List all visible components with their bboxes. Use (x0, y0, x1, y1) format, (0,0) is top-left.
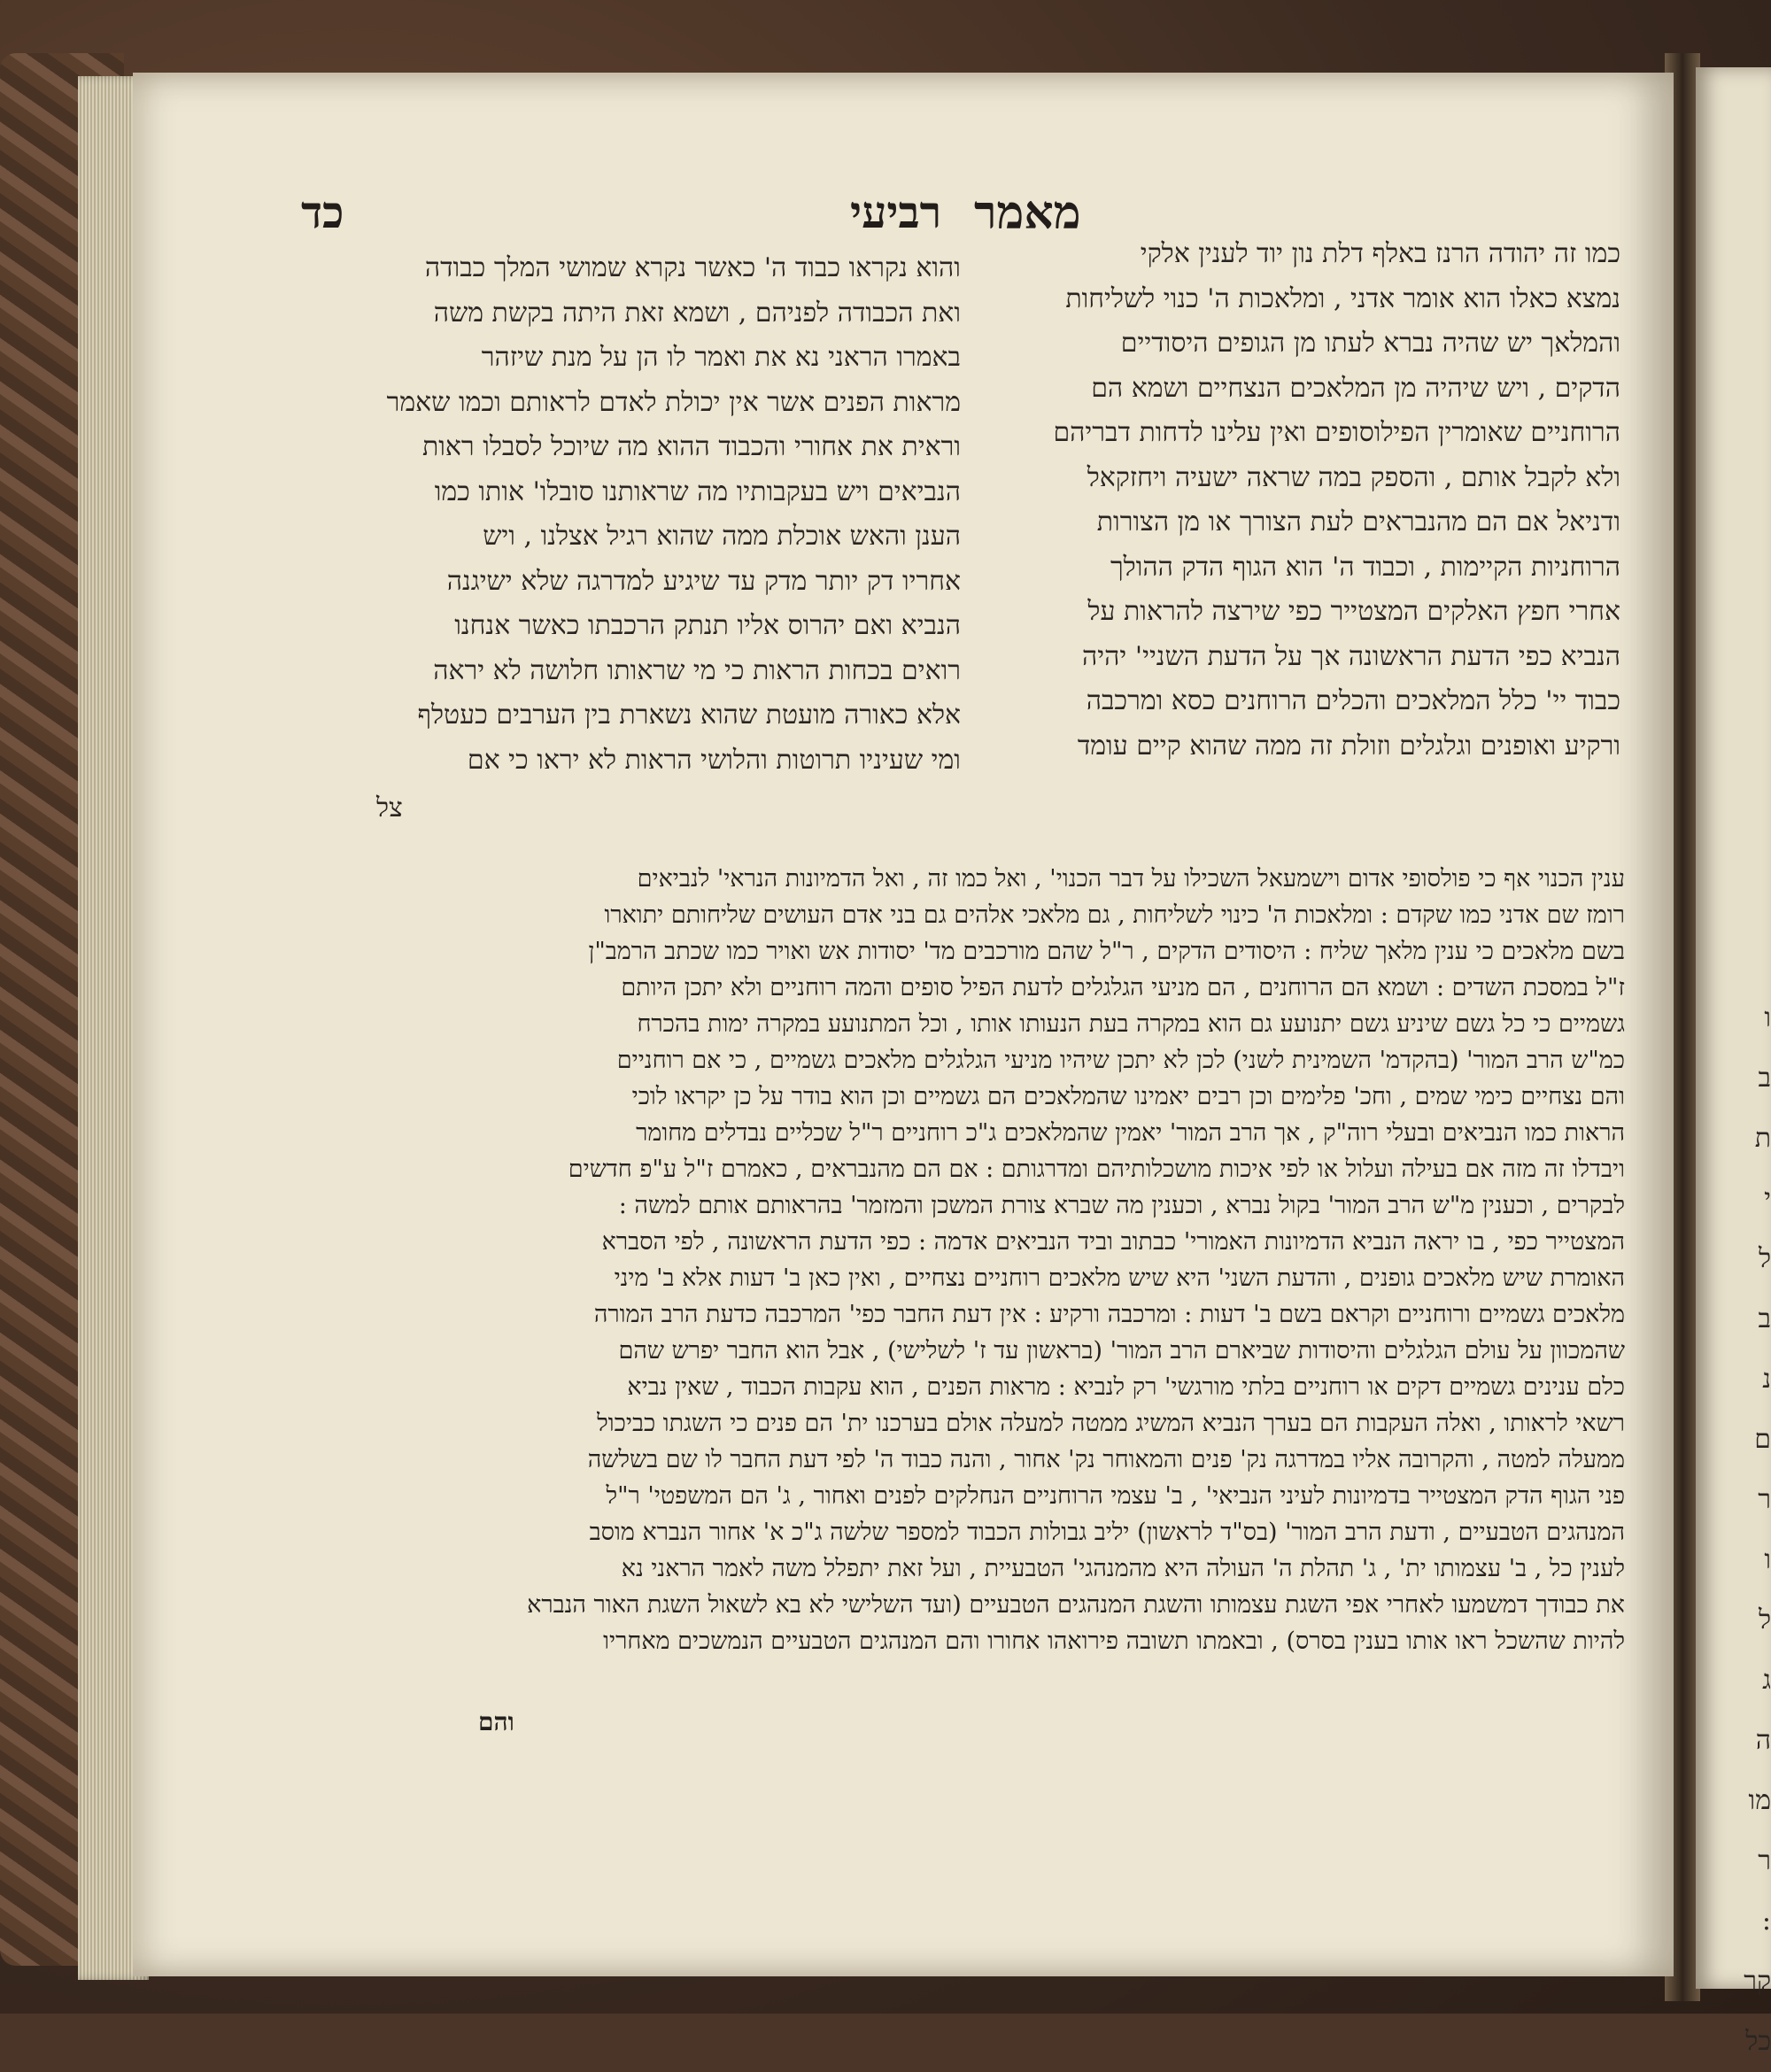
text-line: ודניאל אם הם מהנבראים לעת הצורך או מן הצורות (1096, 506, 1620, 537)
text-line: הענן והאש אוכלת ממה שהוא רגיל אצלנו , ויש (483, 521, 961, 552)
text-line: הנביא ואם יהרוס אליו תנתק הרכבתו כאשר אנחנו (454, 610, 961, 641)
commentary-line: שהמכוון על עולם הגלגלים והיסודות שביארם הרב המור' (בראשון עד ז' לשלישי) , אבל הוא החבר יפרש שהם (618, 1337, 1625, 1365)
commentary-line: כלם ענינים גשמיים דקים או רוחניים בלתי מורגשי' רק לנביא : מראות הפנים , הוא עקבות הכבוד , שאין נביא (627, 1373, 1625, 1401)
text-line: הנביאים ויש בעקבותיו מה שראותנו סובלו' אותו כמו (434, 475, 961, 507)
text-line: ואת הכבודה לפניהם , ושמא זאת היתה בקשת משה (433, 297, 961, 329)
text-line: הרוחניות הקיימות , וכבוד ה' הוא הגוף הדק ההולך (1110, 551, 1620, 583)
text-line: ומי שעיניו תרוטות והלושי הראות לא יראו כי אם (467, 744, 961, 776)
margin-fragment: ב (1758, 1303, 1771, 1334)
commentary-line: והם נצחיים כימי שמים , וחכ' פלימים וכן רבים יאמינו שהמלאכים הם גשמיים וכן הוא בודר על כן יקראו לוכי (631, 1083, 1625, 1110)
margin-fragment: ג (1762, 1665, 1771, 1696)
commentary-line: רשאי לראותו , ואלה העקבות הם בערך הנביא המשיג ממטה למעלה אולם בערכנו ית' הם פנים כי השגתו כביכול (597, 1410, 1625, 1437)
text-line: ולא לקבל אותם , והספק במה שראה ישעיה ויחזקאל (1087, 461, 1620, 493)
margin-fragment: : (1761, 1906, 1771, 1937)
margin-fragment: ת (1754, 1123, 1771, 1154)
margin-fragment: ר (1758, 1484, 1771, 1515)
text-line: ורקיע ואופנים וגלגלים וזולת זה ממה שהוא קיים עומד (1077, 730, 1620, 762)
margin-fragment: ו (1764, 1002, 1771, 1033)
margin-fragment: קר (1744, 1966, 1771, 1997)
commentary-line: גשמיים כי כל גשם שיניע גשם יתנועע גם הוא במקרה בעת הנעותו אותו , וכל המתנועע במקרה ימות בהכרח (637, 1010, 1625, 1038)
text-line: רואים בכחות הראות כי מי שראותו חלושה לא יראה (433, 654, 961, 686)
margin-fragment: ם (1754, 1424, 1771, 1455)
page-number: כד (301, 186, 344, 238)
margin-fragment: ל (1758, 1604, 1771, 1635)
text-line: באמרו הראני נא את ואמר לו הן על מנת שיזהר (481, 342, 961, 373)
running-title-part-2: רביעי (850, 186, 942, 238)
margin-fragment: ה (1755, 1725, 1771, 1756)
text-line: והוא נקראו כבוד ה' כאשר נקרא שמושי המלך כבודה (424, 252, 961, 283)
main-text-right-column (974, 232, 1620, 769)
text-line: וראית את אחורי והכבוד ההוא מה שיוכל לסבלו ראות (421, 431, 961, 462)
commentary-line: ז"ל במסכת השדים : ושמא הם הרוחנים , הם מניעי הגלגלים לדעת הפיל סופים והמה רוחניים ולא יתכן היותם (621, 974, 1625, 1001)
margin-fragment: מו (1748, 1785, 1771, 1816)
commentary-line: האומרת שיש מלאכים גופנים , והדעת השני' היא שיש מלאכים רוחניים נצחיים , ואין כאן ב' דעות אלא ב' מיני (614, 1264, 1625, 1292)
commentary-line: המצטייר כפי , בו יראה הנביא הדמיונות האמורי' כבתוב וביד הנביאים אדמה : כפי הדעת הראשונה , לפי הסברא (601, 1228, 1625, 1256)
margin-fragment: ר (1758, 1845, 1771, 1876)
text-line: הנביא כפי הדעת הראשונה אך על הדעת השניי' יהיה (1082, 640, 1620, 672)
commentary-line: לבקרים , וכענין מ"ש הרב המור' בקול נברא , וכענין מה שברא צורת המשכן והמזמר' בהראותם אותם למשה : (618, 1192, 1625, 1219)
commentary-line: ויבדלו זה מזה אם בעילה ועלול או לפי איכות מושכלותיהם ומדרגותם : אם הם מהנבראים , כאמרם ז"ל ע"פ חדשים (568, 1156, 1625, 1183)
margin-fragment: נ (1762, 1364, 1771, 1395)
commentary-line: הראות כמו הנביאים ובעלי רוה"ק , אך הרב המור' יאמין שהמלאכים ג"כ רוחניים ר"ל שכליים נבדלים מחומר (636, 1119, 1625, 1147)
commentary-line: ענין הכנוי אף כי פולסופי אדום וישמעאל השכילו על דבר הכנוי' , ואל כמו זה , ואל הדמיונות הנראי' לנביאים (637, 865, 1625, 893)
text-line: אלא כאורה מועטת שהוא נשארת בין הערבים כעטלף (417, 700, 961, 731)
column-catchword: צל (376, 792, 403, 823)
commentary-line: את כבודך דמשמעו לאחרי אפי השגת עצמותו והשגת המנהגים הטבעיים (ועד השלישי לא בא לשאול השגת האור הנברא (527, 1591, 1625, 1619)
commentary-line: לענין כל , ב' עצמותו ית' , ג' תהלת ה' העולה היא מהמנהגי' הטבעיית , ועל זאת יתפלל משה לאמר הראני נא (621, 1555, 1625, 1582)
commentary-line: כמ"ש הרב המור' (בהקדמ' השמינית לשני) לכן לא יתכן שיהיו מניעי הגלגלים מלאכים גשמיים , כי אם רוחניים (616, 1047, 1625, 1074)
commentary-line: פני הגוף הדק המצטייר בדמיונות לעיני הנביאי' , ב' עצמי הרוחניים הנחלקים לפנים ואחור , ג' הם המשפטי' ר"ל (606, 1482, 1625, 1510)
text-line: אחרי חפץ האלקים המצטייר כפי שירצה להראות על (1087, 596, 1620, 627)
main-text-left-column (305, 246, 961, 783)
commentary-line: רומז שם אדני כמו שקדם : ומלאכות ה' כינוי לשליחות , גם מלאכי אלהים גם בני אדם העושים שליחותם יתוארו (604, 901, 1625, 929)
commentary-line: מלאכים גשמיים ורוחניים וקראם בשם ב' דעות : ומרכבה ורקיע : אין דעת החבר כפי' המרכבה כדעת הרב המורה (593, 1301, 1625, 1328)
margin-fragment: כל (1745, 2026, 1771, 2057)
commentary-catchword: והם (478, 1707, 514, 1736)
text-line: אחריו דק יותר מדק עד שיגיע למדרגה שלא ישיגנה (446, 565, 961, 597)
text-line: והמלאך יש שהיה נברא לעתו מן הגופים היסודיים (1120, 328, 1620, 359)
text-line: כמו זה יהודה הרנז באלף דלת נון יוד לענין אלקי (1140, 238, 1620, 269)
commentary-line: המנהגים הטבעיים , ודעת הרב המור' (בס"ד לראשון) יליב גבולות הכבוד למספר שלשה ג"כ א' אחור הנברא מוסב (589, 1519, 1625, 1546)
margin-fragment: ב (1758, 1063, 1771, 1094)
facing-page-margin-text (1709, 988, 1771, 2072)
commentary-block (328, 861, 1625, 1659)
text-line: מראות הפנים אשר אין יכולת לאדם לראותם וכמו שאמר (386, 386, 961, 418)
margin-fragment: ו (1764, 1544, 1771, 1575)
facing-page-edge (1696, 67, 1771, 2057)
running-title-part-1: מאמר (974, 186, 1081, 240)
margin-fragment: ל (1758, 1243, 1771, 1274)
text-line: נמצא כאלו הוא אומר אדני , ומלאכות ה' כנוי לשליחות (1065, 282, 1620, 314)
text-line: הדקים , ויש שיהיה מן המלאכים הנצחיים ושמא הם (1091, 372, 1620, 404)
commentary-line: להיות שהשכל ראו אותו בענין בסרס) , ובאמתו תשובה פירואהו אחורו והם המנהגים הטבעיים הנמשכים מאחריו (603, 1627, 1625, 1655)
commentary-line: ממעלה למטה , והקרובה אליו במדרגה נק' פנים והמאוחר נק' אחור , והנה כבוד ה' לפי דעת החבר לו שם בשלשה (587, 1446, 1625, 1473)
commentary-line: בשם מלאכים כי ענין מלאך שליח : היסודים הדקים , ר"ל שהם מורכבים מד' יסודות אש ואויר כמו שכתב הרמב"ן (588, 938, 1625, 965)
text-line: כבוד יי' כלל המלאכים והכלים הרוחנים כסא ומרכבה (1086, 685, 1620, 716)
margin-fragment: י (1764, 1183, 1771, 1214)
text-line: הרוחניים שאומרין הפילוסופים ואין עלינו לדחות דבריהם (1053, 417, 1620, 448)
